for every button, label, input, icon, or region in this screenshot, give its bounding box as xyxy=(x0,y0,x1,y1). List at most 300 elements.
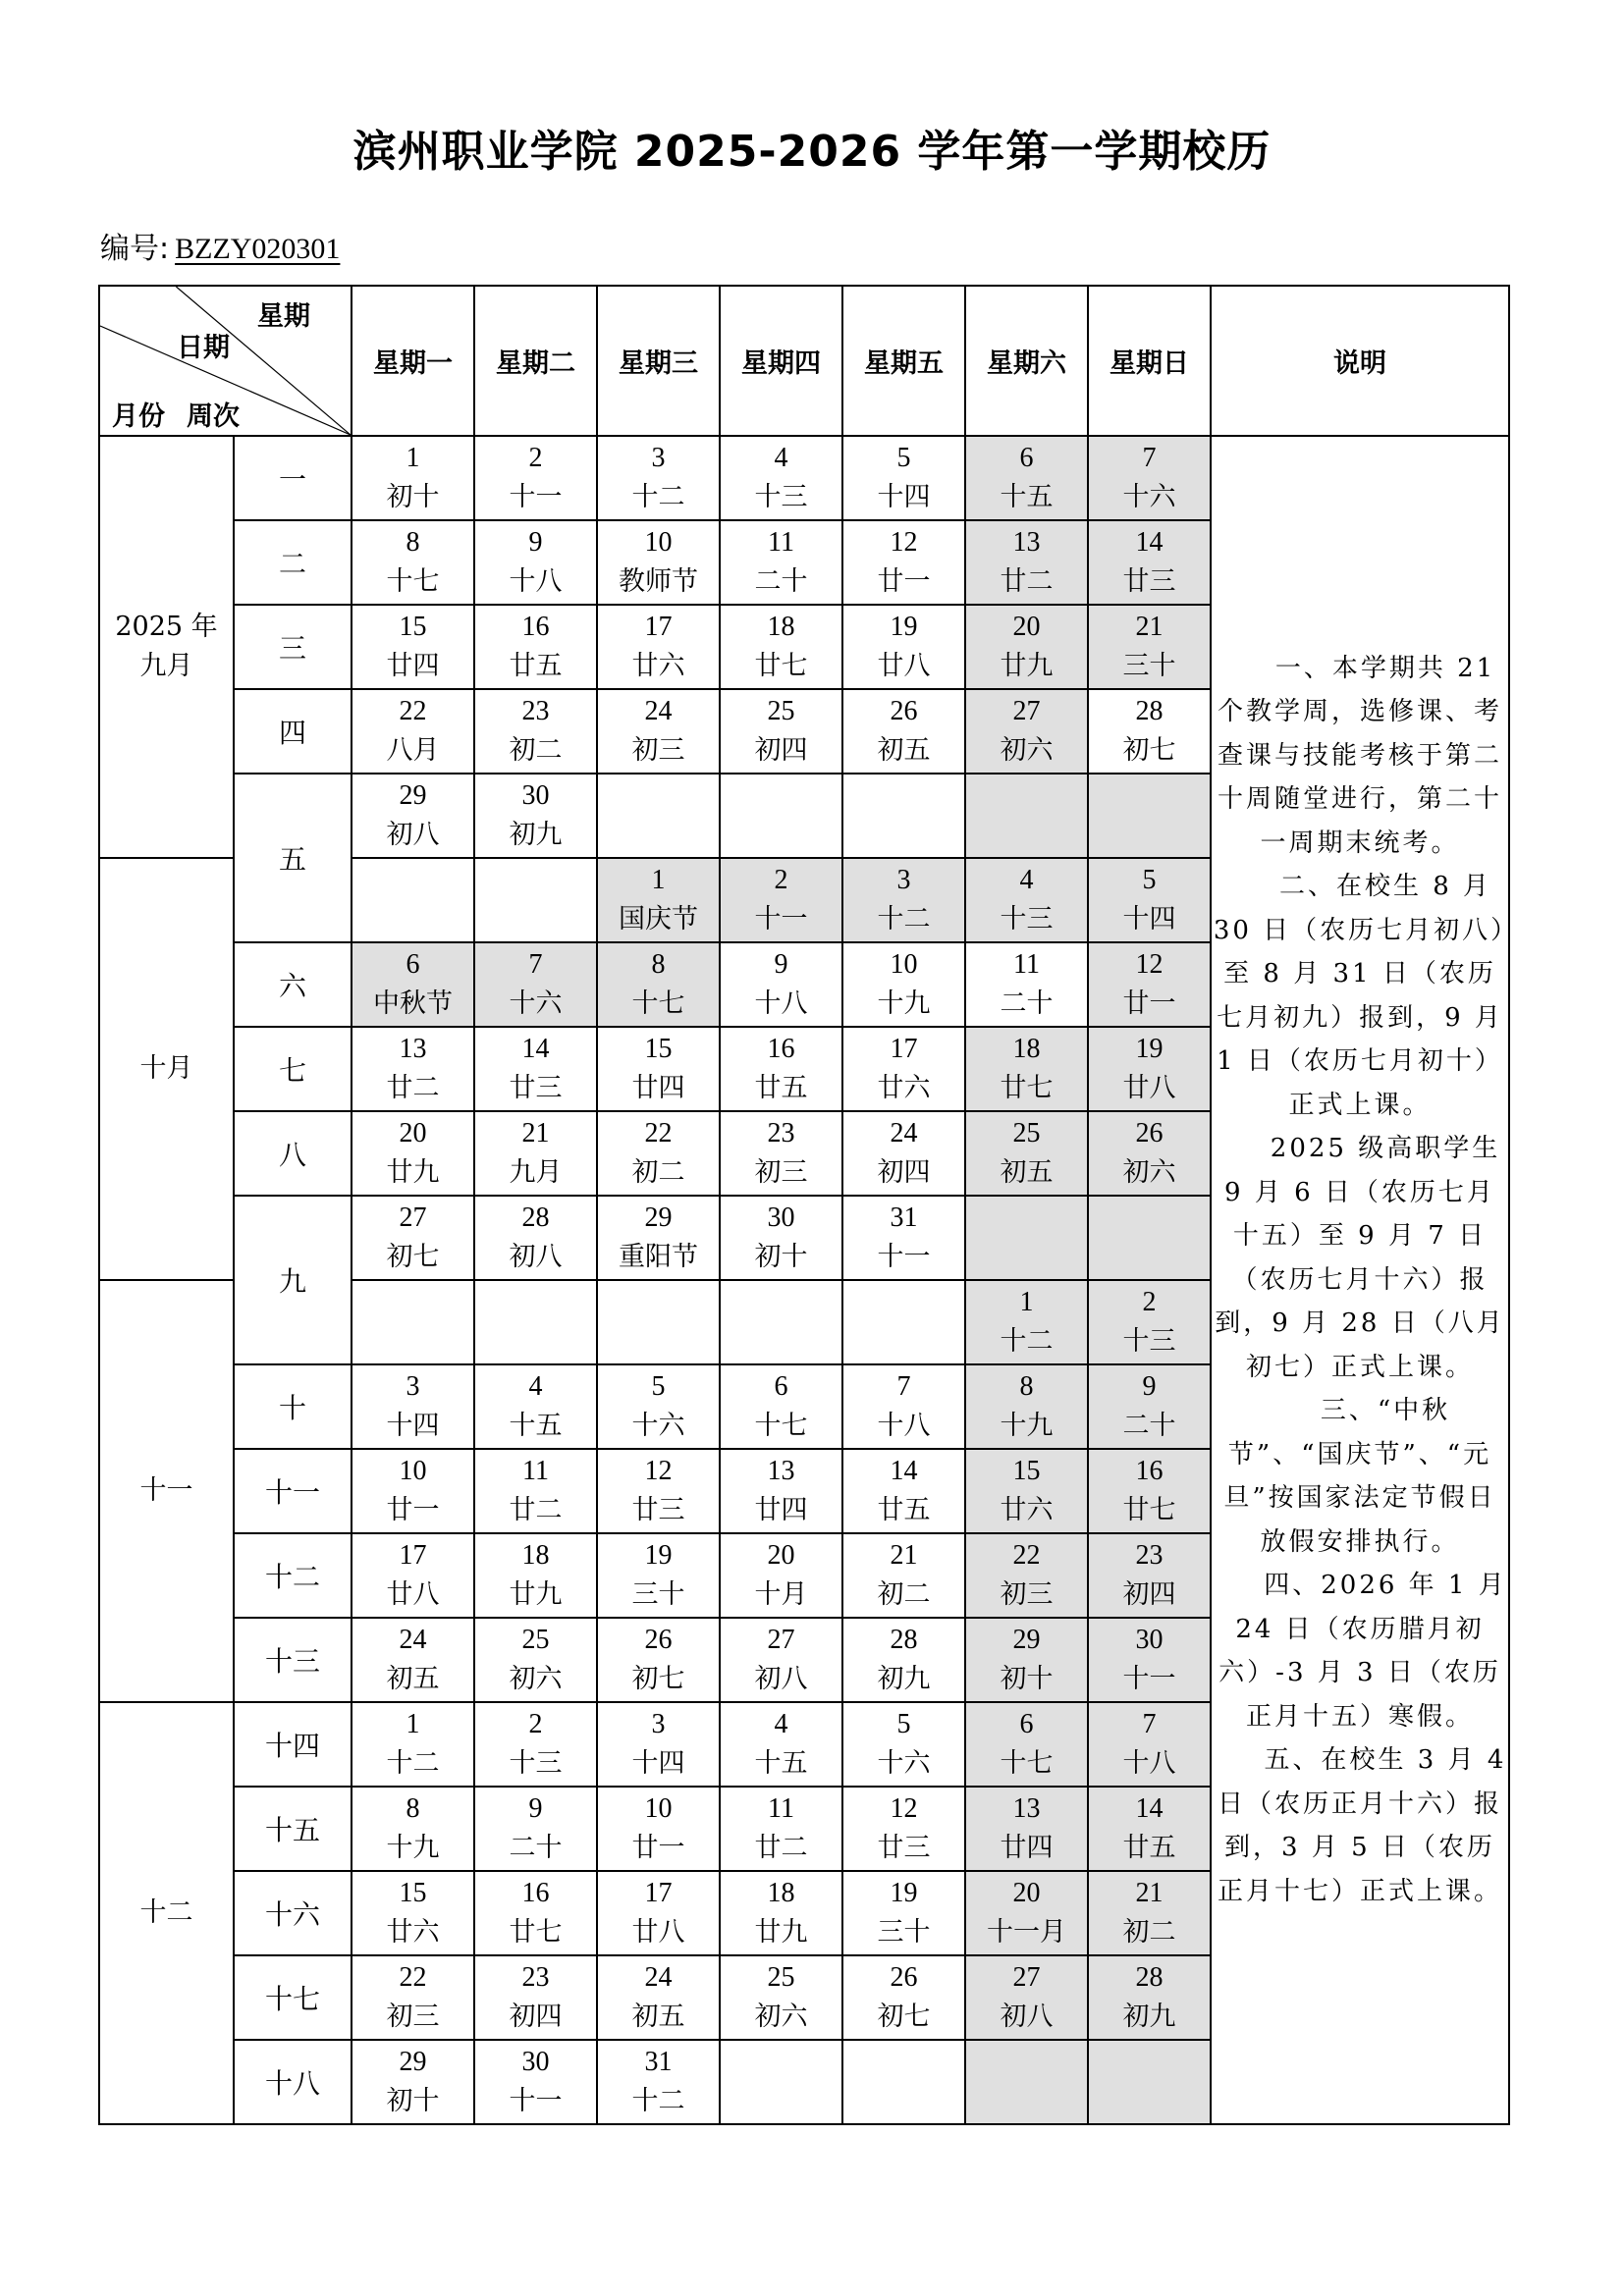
solar-date: 11 xyxy=(768,1793,794,1824)
corner-weekday-label: 星期 xyxy=(257,301,310,332)
solar-date: 27 xyxy=(399,1202,427,1233)
lunar-date: 初三 xyxy=(754,1157,808,1188)
day-cell xyxy=(720,1027,842,1111)
lunar-date: 十八 xyxy=(754,988,808,1019)
lunar-date: 十四 xyxy=(631,1748,685,1779)
solar-date: 3 xyxy=(896,865,911,895)
day-cell xyxy=(965,605,1088,689)
lunar-date: 初九 xyxy=(877,1664,931,1694)
weekday-header: 星期五 xyxy=(842,286,965,436)
solar-date: 16 xyxy=(521,1878,550,1908)
solar-date: 19 xyxy=(644,1540,673,1571)
solar-date: 12 xyxy=(644,1456,673,1486)
day-cell xyxy=(597,1702,720,1787)
day-cell xyxy=(352,1787,474,1871)
day-cell xyxy=(474,942,597,1027)
day-cell xyxy=(1088,1618,1211,1702)
lunar-date: 廿三 xyxy=(1122,566,1176,597)
lunar-date: 初九 xyxy=(1122,2002,1176,2032)
solar-date: 14 xyxy=(521,1034,550,1064)
day-cell xyxy=(720,520,842,605)
empty-day-cell xyxy=(352,858,474,942)
corner-header xyxy=(99,286,352,436)
week-number: 九 xyxy=(234,1196,352,1364)
day-cell xyxy=(474,1787,597,1871)
note-paragraph: 2025 级高职学生 9 月 6 日（农历七月十五）至 9 月 7 日（农历七月十六）报到，9 月 28 日（八月初七）正式上课。 xyxy=(1215,1134,1505,1382)
week-number: 十二 xyxy=(234,1533,352,1618)
solar-date: 23 xyxy=(521,696,550,726)
corner-month-label: 月份 xyxy=(112,401,165,432)
month-label: 十月 xyxy=(139,1053,193,1084)
day-cell xyxy=(597,1364,720,1449)
solar-date: 11 xyxy=(768,527,794,558)
solar-date: 27 xyxy=(1012,696,1041,726)
week-number: 十五 xyxy=(234,1787,352,1871)
week-number: 十七 xyxy=(234,1955,352,2040)
solar-date: 21 xyxy=(1135,612,1164,642)
solar-date: 9 xyxy=(528,527,543,558)
day-cell xyxy=(597,1449,720,1533)
solar-date: 12 xyxy=(890,1793,918,1824)
empty-day-cell xyxy=(474,1280,597,1364)
solar-date: 20 xyxy=(1012,1878,1041,1908)
solar-date: 5 xyxy=(1142,865,1157,895)
solar-date: 17 xyxy=(399,1540,427,1571)
lunar-date: 初五 xyxy=(877,735,931,766)
solar-date: 15 xyxy=(399,1878,427,1908)
solar-date: 14 xyxy=(1135,1793,1164,1824)
lunar-date: 十二 xyxy=(631,482,685,512)
lunar-date: 廿二 xyxy=(509,1495,563,1525)
solar-date: 25 xyxy=(1012,1118,1041,1148)
solar-date: 25 xyxy=(521,1625,550,1655)
day-cell xyxy=(720,436,842,520)
lunar-date: 十六 xyxy=(631,1411,685,1441)
solar-date: 24 xyxy=(399,1625,427,1655)
day-cell xyxy=(842,689,965,774)
week-number: 五 xyxy=(234,774,352,942)
calendar-table xyxy=(98,285,1510,2125)
solar-date: 2 xyxy=(774,865,788,895)
lunar-date: 初七 xyxy=(877,2002,931,2032)
day-cell xyxy=(352,605,474,689)
lunar-date: 初二 xyxy=(1122,1917,1176,1948)
lunar-date: 廿六 xyxy=(631,651,685,681)
day-cell xyxy=(352,1364,474,1449)
day-cell xyxy=(842,605,965,689)
solar-date: 6 xyxy=(1019,1709,1034,1739)
solar-date: 19 xyxy=(890,612,918,642)
solar-date: 30 xyxy=(1135,1625,1164,1655)
empty-day-cell xyxy=(720,2040,842,2124)
lunar-date: 初三 xyxy=(631,735,685,766)
day-cell xyxy=(352,942,474,1027)
week-row xyxy=(99,436,1509,520)
empty-day-cell xyxy=(597,774,720,858)
lunar-date: 廿七 xyxy=(1000,1073,1054,1103)
lunar-date: 初十 xyxy=(1000,1664,1054,1694)
lunar-date: 十六 xyxy=(1122,482,1176,512)
empty-day-cell xyxy=(720,1280,842,1364)
day-cell xyxy=(1088,1449,1211,1533)
day-cell xyxy=(352,2040,474,2124)
lunar-date: 十五 xyxy=(1000,482,1054,512)
solar-date: 26 xyxy=(644,1625,673,1655)
day-cell xyxy=(965,689,1088,774)
solar-date: 10 xyxy=(644,1793,673,1824)
day-cell xyxy=(842,520,965,605)
solar-date: 27 xyxy=(767,1625,795,1655)
week-number: 六 xyxy=(234,942,352,1027)
lunar-date: 廿四 xyxy=(631,1073,685,1103)
day-cell xyxy=(474,605,597,689)
lunar-date: 初十 xyxy=(386,2086,440,2116)
lunar-date: 廿七 xyxy=(1122,1495,1176,1525)
document-code xyxy=(100,224,340,267)
lunar-date: 初七 xyxy=(386,1242,440,1272)
day-cell xyxy=(965,520,1088,605)
solar-date: 26 xyxy=(1135,1118,1164,1148)
lunar-date: 十六 xyxy=(509,988,563,1019)
day-cell xyxy=(1088,1871,1211,1955)
week-number: 十四 xyxy=(234,1702,352,1787)
lunar-date: 廿二 xyxy=(386,1073,440,1103)
empty-day-cell xyxy=(965,774,1088,858)
solar-date: 2 xyxy=(1142,1287,1157,1317)
lunar-date: 廿三 xyxy=(631,1495,685,1525)
empty-day-cell xyxy=(1088,2040,1211,2124)
solar-date: 7 xyxy=(1142,1709,1157,1739)
day-cell xyxy=(597,1533,720,1618)
lunar-date: 廿六 xyxy=(1000,1495,1054,1525)
lunar-date: 廿九 xyxy=(754,1917,808,1948)
month-cell xyxy=(99,858,234,1280)
solar-date: 22 xyxy=(644,1118,673,1148)
solar-date: 31 xyxy=(890,1202,918,1233)
solar-date: 4 xyxy=(528,1371,543,1402)
lunar-date: 初五 xyxy=(1000,1157,1054,1188)
day-cell xyxy=(720,1449,842,1533)
day-cell xyxy=(842,1871,965,1955)
lunar-date: 廿六 xyxy=(386,1917,440,1948)
solar-date: 20 xyxy=(1012,612,1041,642)
day-cell xyxy=(597,1027,720,1111)
day-cell xyxy=(352,1618,474,1702)
solar-date: 25 xyxy=(767,1962,795,1993)
note-paragraph: 一、本学期共 21 个教学周，选修课、考查课与技能考核于第二十周随堂进行，第二十一周期末统考。 xyxy=(1217,653,1502,858)
solar-date: 5 xyxy=(896,443,911,473)
day-cell xyxy=(474,1196,597,1280)
month-cell xyxy=(99,1702,234,2124)
solar-date: 26 xyxy=(890,1962,918,1993)
solar-date: 1 xyxy=(1019,1287,1034,1317)
day-cell xyxy=(597,1111,720,1196)
notes-column xyxy=(1211,436,1509,2124)
day-cell xyxy=(474,1111,597,1196)
empty-day-cell xyxy=(1088,774,1211,858)
lunar-date: 廿八 xyxy=(386,1579,440,1610)
solar-date: 30 xyxy=(767,1202,795,1233)
lunar-date: 十八 xyxy=(509,566,563,597)
solar-date: 7 xyxy=(528,949,543,980)
day-cell xyxy=(1088,1702,1211,1787)
empty-day-cell xyxy=(842,2040,965,2124)
day-cell xyxy=(1088,436,1211,520)
lunar-date: 十二 xyxy=(1000,1326,1054,1357)
calendar-body xyxy=(99,436,1509,2124)
empty-day-cell xyxy=(1088,1196,1211,1280)
lunar-date: 廿五 xyxy=(1122,1833,1176,1863)
notes-header: 说明 xyxy=(1211,286,1509,436)
day-cell xyxy=(474,1618,597,1702)
lunar-date: 初八 xyxy=(754,1664,808,1694)
solar-date: 28 xyxy=(1135,696,1164,726)
lunar-date: 十六 xyxy=(877,1748,931,1779)
lunar-date: 初二 xyxy=(509,735,563,766)
lunar-date: 初三 xyxy=(386,2002,440,2032)
lunar-date: 十三 xyxy=(1000,904,1054,934)
day-cell xyxy=(1088,942,1211,1027)
solar-date: 24 xyxy=(644,1962,673,1993)
weekday-header: 星期三 xyxy=(597,286,720,436)
day-cell xyxy=(720,1787,842,1871)
day-cell xyxy=(1088,520,1211,605)
lunar-date: 三十 xyxy=(631,1579,685,1610)
day-cell xyxy=(720,1702,842,1787)
lunar-date: 廿五 xyxy=(754,1073,808,1103)
day-cell xyxy=(1088,1533,1211,1618)
solar-date: 21 xyxy=(890,1540,918,1571)
solar-date: 8 xyxy=(406,527,420,558)
lunar-date: 二十 xyxy=(1122,1411,1176,1441)
lunar-date: 十二 xyxy=(386,1748,440,1779)
solar-date: 16 xyxy=(767,1034,795,1064)
day-cell xyxy=(965,1449,1088,1533)
day-cell xyxy=(1088,1787,1211,1871)
solar-date: 23 xyxy=(767,1118,795,1148)
solar-date: 17 xyxy=(644,612,673,642)
solar-date: 13 xyxy=(767,1456,795,1486)
lunar-date: 三十 xyxy=(877,1917,931,1948)
lunar-date: 廿四 xyxy=(754,1495,808,1525)
day-cell xyxy=(720,1196,842,1280)
empty-day-cell xyxy=(842,1280,965,1364)
day-cell xyxy=(597,2040,720,2124)
solar-date: 22 xyxy=(399,696,427,726)
lunar-date: 廿五 xyxy=(877,1495,931,1525)
day-cell xyxy=(965,1702,1088,1787)
solar-date: 25 xyxy=(767,696,795,726)
solar-date: 28 xyxy=(1135,1962,1164,1993)
solar-date: 10 xyxy=(399,1456,427,1486)
empty-day-cell xyxy=(965,2040,1088,2124)
lunar-date: 十三 xyxy=(509,1748,563,1779)
day-cell xyxy=(352,436,474,520)
solar-date: 15 xyxy=(399,612,427,642)
lunar-date: 廿七 xyxy=(754,651,808,681)
month-label: 十二 xyxy=(139,1897,193,1928)
day-cell xyxy=(720,1111,842,1196)
lunar-date: 二十 xyxy=(754,566,808,597)
solar-date: 3 xyxy=(651,1709,666,1739)
week-number: 十 xyxy=(234,1364,352,1449)
solar-date: 17 xyxy=(644,1878,673,1908)
lunar-date: 初三 xyxy=(1000,1579,1054,1610)
lunar-date: 九月 xyxy=(509,1157,563,1188)
solar-date: 2 xyxy=(528,443,543,473)
day-cell xyxy=(352,1111,474,1196)
month-cell xyxy=(99,1280,234,1702)
day-cell xyxy=(597,1787,720,1871)
lunar-date: 十八 xyxy=(1122,1748,1176,1779)
day-cell xyxy=(842,1364,965,1449)
lunar-date: 十七 xyxy=(386,566,440,597)
solar-date: 12 xyxy=(890,527,918,558)
solar-date: 29 xyxy=(399,780,427,811)
solar-date: 14 xyxy=(890,1456,918,1486)
lunar-date: 初七 xyxy=(631,1664,685,1694)
day-cell xyxy=(474,2040,597,2124)
day-cell xyxy=(1088,1955,1211,2040)
solar-date: 18 xyxy=(767,1878,795,1908)
day-cell xyxy=(842,1027,965,1111)
day-cell xyxy=(474,1533,597,1618)
day-cell xyxy=(352,1955,474,2040)
day-cell xyxy=(720,1364,842,1449)
day-cell xyxy=(720,1955,842,2040)
day-cell xyxy=(965,1533,1088,1618)
solar-date: 24 xyxy=(890,1118,918,1148)
lunar-date: 廿四 xyxy=(386,651,440,681)
lunar-date: 初八 xyxy=(1000,2002,1054,2032)
empty-day-cell xyxy=(720,774,842,858)
solar-date: 8 xyxy=(1019,1371,1034,1402)
empty-day-cell xyxy=(965,1196,1088,1280)
day-cell xyxy=(1088,689,1211,774)
solar-date: 28 xyxy=(890,1625,918,1655)
day-cell xyxy=(720,1871,842,1955)
lunar-date: 重阳节 xyxy=(619,1242,698,1272)
solar-date: 29 xyxy=(644,1202,673,1233)
solar-date: 8 xyxy=(406,1793,420,1824)
day-cell xyxy=(965,1787,1088,1871)
day-cell xyxy=(720,942,842,1027)
solar-date: 11 xyxy=(522,1456,549,1486)
day-cell xyxy=(720,605,842,689)
lunar-date: 十四 xyxy=(386,1411,440,1441)
solar-date: 28 xyxy=(521,1202,550,1233)
solar-date: 16 xyxy=(521,612,550,642)
solar-date: 4 xyxy=(774,1709,788,1739)
day-cell xyxy=(474,1364,597,1449)
day-cell xyxy=(842,436,965,520)
lunar-date: 中秋节 xyxy=(373,988,453,1019)
solar-date: 30 xyxy=(521,2047,550,2077)
solar-date: 19 xyxy=(890,1878,918,1908)
lunar-date: 廿一 xyxy=(877,566,931,597)
day-cell xyxy=(720,1533,842,1618)
lunar-date: 初四 xyxy=(877,1157,931,1188)
empty-day-cell xyxy=(352,1280,474,1364)
day-cell xyxy=(720,1618,842,1702)
day-cell xyxy=(842,1449,965,1533)
week-number: 十六 xyxy=(234,1871,352,1955)
solar-date: 20 xyxy=(767,1540,795,1571)
solar-date: 30 xyxy=(521,780,550,811)
lunar-date: 十一 xyxy=(509,2086,563,2116)
day-cell xyxy=(352,1196,474,1280)
day-cell xyxy=(352,774,474,858)
day-cell xyxy=(965,858,1088,942)
lunar-date: 廿九 xyxy=(1000,651,1054,681)
empty-day-cell xyxy=(474,858,597,942)
lunar-date: 十九 xyxy=(877,988,931,1019)
month-cell xyxy=(99,436,234,858)
lunar-date: 初四 xyxy=(754,735,808,766)
weekday-header: 星期四 xyxy=(720,286,842,436)
lunar-date: 十月 xyxy=(754,1579,808,1610)
solar-date: 6 xyxy=(1019,443,1034,473)
day-cell xyxy=(720,689,842,774)
lunar-date: 廿八 xyxy=(877,651,931,681)
lunar-date: 初二 xyxy=(877,1579,931,1610)
day-cell xyxy=(842,942,965,1027)
day-cell xyxy=(597,436,720,520)
lunar-date: 八月 xyxy=(386,735,440,766)
lunar-date: 十九 xyxy=(386,1833,440,1863)
lunar-date: 初九 xyxy=(509,820,563,850)
solar-date: 7 xyxy=(1142,443,1157,473)
solar-date: 13 xyxy=(1012,1793,1041,1824)
solar-date: 18 xyxy=(521,1540,550,1571)
lunar-date: 十一 xyxy=(877,1242,931,1272)
lunar-date: 教师节 xyxy=(619,566,698,597)
solar-date: 3 xyxy=(651,443,666,473)
day-cell xyxy=(965,1364,1088,1449)
lunar-date: 十八 xyxy=(877,1411,931,1441)
lunar-date: 廿八 xyxy=(631,1917,685,1948)
weekday-header: 星期二 xyxy=(474,286,597,436)
day-cell xyxy=(842,858,965,942)
lunar-date: 十一 xyxy=(1122,1664,1176,1694)
solar-date: 13 xyxy=(1012,527,1041,558)
week-number: 二 xyxy=(234,520,352,605)
solar-date: 17 xyxy=(890,1034,918,1064)
solar-date: 1 xyxy=(651,865,666,895)
week-number: 三 xyxy=(234,605,352,689)
day-cell xyxy=(1088,1364,1211,1449)
day-cell xyxy=(352,1702,474,1787)
lunar-date: 廿一 xyxy=(631,1833,685,1863)
weekday-header: 星期日 xyxy=(1088,286,1211,436)
header-row xyxy=(99,286,1509,436)
week-number: 十三 xyxy=(234,1618,352,1702)
lunar-date: 十七 xyxy=(1000,1748,1054,1779)
lunar-date: 初六 xyxy=(754,2002,808,2032)
day-cell xyxy=(597,942,720,1027)
lunar-date: 十一 xyxy=(509,482,563,512)
day-cell xyxy=(842,1111,965,1196)
day-cell xyxy=(474,1955,597,2040)
solar-date: 2 xyxy=(528,1709,543,1739)
lunar-date: 初四 xyxy=(509,2002,563,2032)
solar-date: 23 xyxy=(1135,1540,1164,1571)
day-cell xyxy=(1088,858,1211,942)
lunar-date: 廿五 xyxy=(509,651,563,681)
solar-date: 21 xyxy=(1135,1878,1164,1908)
day-cell xyxy=(474,1702,597,1787)
lunar-date: 初五 xyxy=(631,2002,685,2032)
